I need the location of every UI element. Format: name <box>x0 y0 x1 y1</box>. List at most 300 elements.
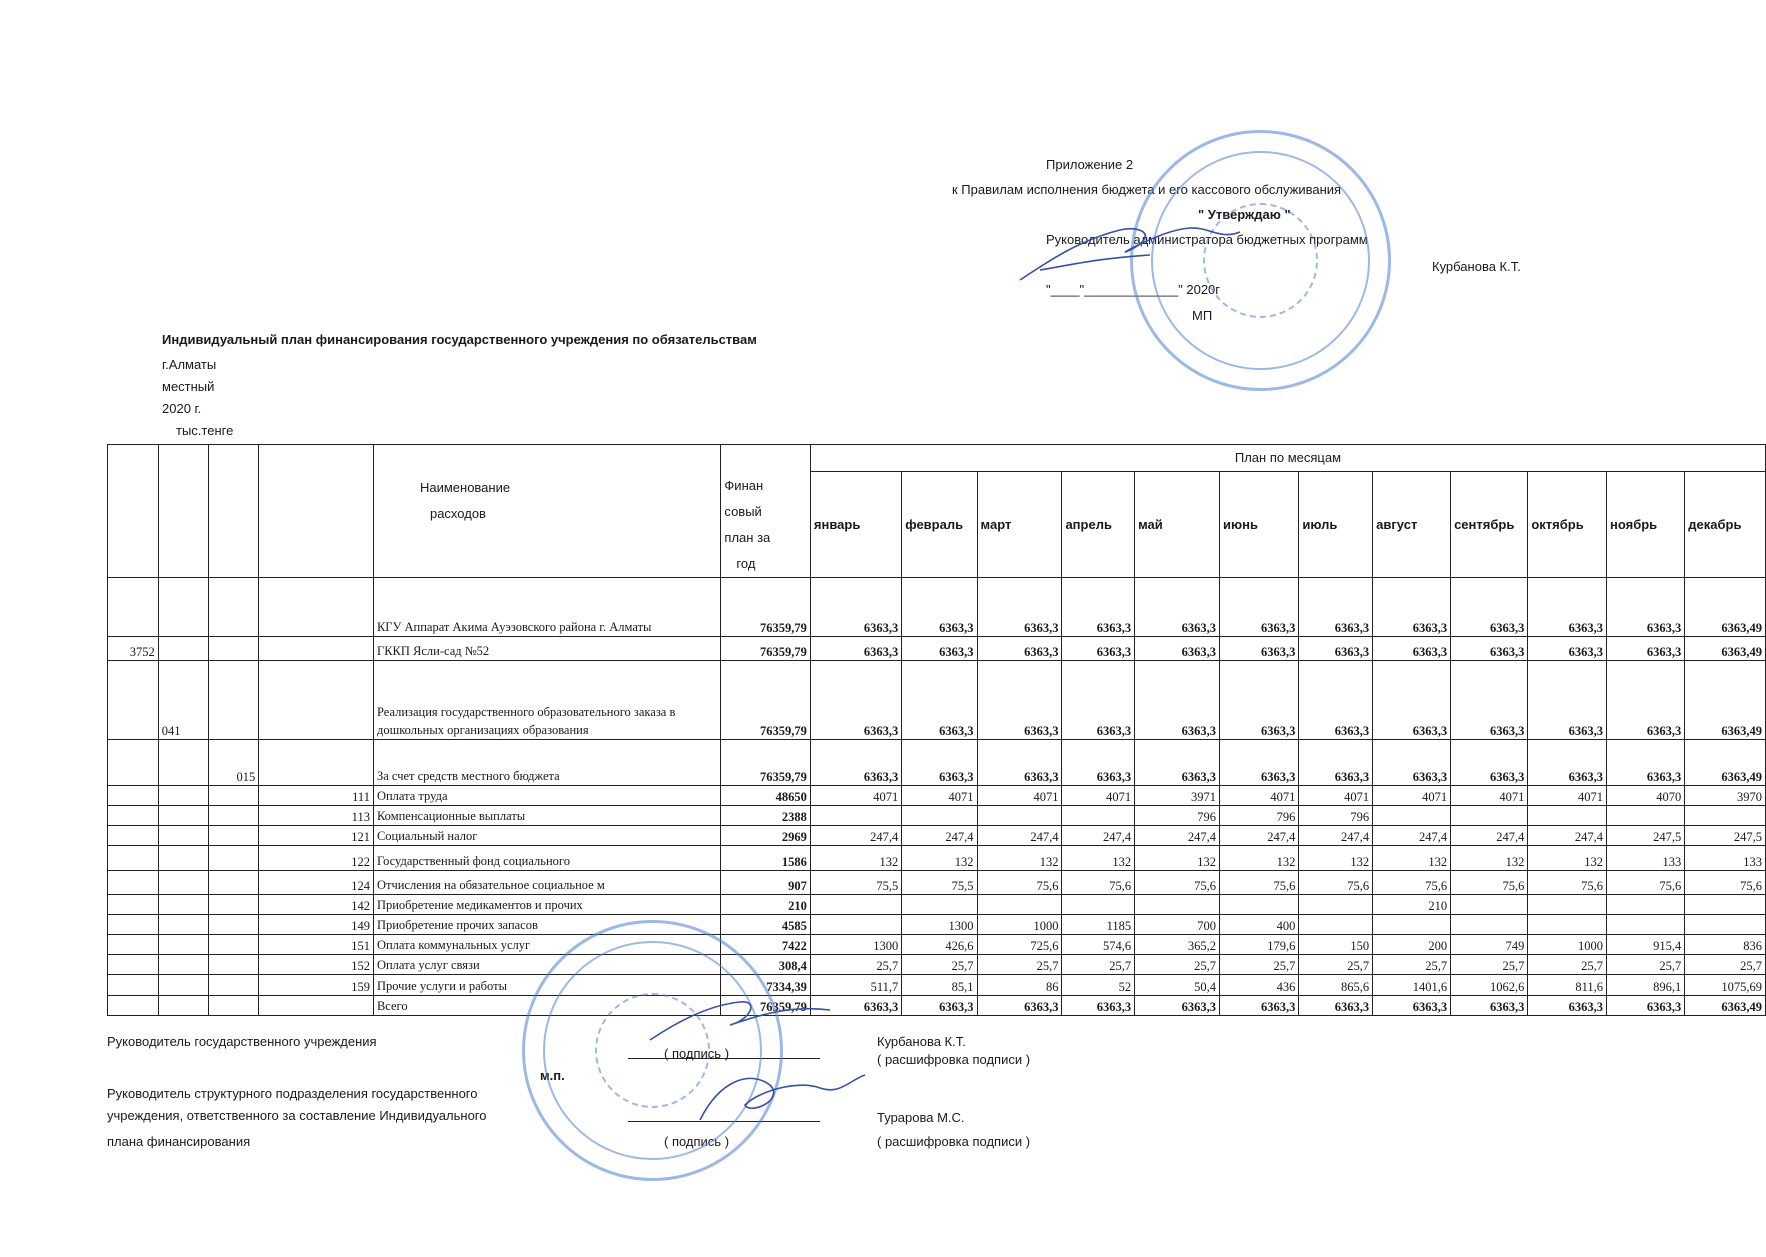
month-value-cell: 3970 <box>1685 786 1766 806</box>
month-value-cell: 6363,3 <box>1607 637 1685 661</box>
expense-name-cell: Оплата коммунальных услуг <box>373 935 720 955</box>
table-row <box>108 786 1766 806</box>
code1-cell <box>108 955 159 975</box>
annual-total-cell: 76359,79 <box>721 740 811 786</box>
code4-cell: 159 <box>259 975 374 996</box>
month-value-cell: 6363,3 <box>810 740 901 786</box>
code2-cell <box>158 846 208 871</box>
annual-total-cell: 2388 <box>721 806 811 826</box>
month-value-cell: 25,7 <box>1607 955 1685 975</box>
month-value-cell <box>1220 895 1299 915</box>
code1-cell <box>108 806 159 826</box>
month-value-cell <box>1685 895 1766 915</box>
code3-cell <box>208 846 258 871</box>
month-value-cell: 574,6 <box>1062 935 1135 955</box>
header-expense-name: Наименование расходов <box>373 445 720 578</box>
month-header-1: февраль <box>902 471 977 577</box>
month-value-cell: 6363,3 <box>810 578 901 637</box>
month-value-cell: 247,5 <box>1607 826 1685 846</box>
code3-cell <box>208 826 258 846</box>
month-value-cell: 6363,3 <box>1135 578 1220 637</box>
month-value-cell: 25,7 <box>810 955 901 975</box>
footer-head-decode: ( расшифровка подписи ) <box>877 1052 1031 1067</box>
month-value-cell: 6363,3 <box>902 740 977 786</box>
month-header-9: октябрь <box>1528 471 1607 577</box>
annual-total-cell: 76359,79 <box>721 996 811 1016</box>
month-value-cell: 247,4 <box>1451 826 1528 846</box>
code1-cell <box>108 895 159 915</box>
month-value-cell: 132 <box>1451 846 1528 871</box>
table-row <box>108 915 1766 935</box>
month-value-cell: 1075,69 <box>1685 975 1766 996</box>
month-value-cell: 247,4 <box>1135 826 1220 846</box>
month-header-11: декабрь <box>1685 471 1766 577</box>
annual-total-cell: 2969 <box>721 826 811 846</box>
expense-name-cell: Государственный фонд социального <box>373 846 720 871</box>
table-row <box>108 578 1766 637</box>
month-value-cell: 6363,3 <box>1607 661 1685 740</box>
code1-cell <box>108 975 159 996</box>
expense-name-cell: Компенсационные выплаты <box>373 806 720 826</box>
footer-head-name: Курбанова К.Т. <box>877 1034 966 1049</box>
code2-cell <box>158 806 208 826</box>
month-header-5: июнь <box>1220 471 1299 577</box>
month-value-cell: 436 <box>1220 975 1299 996</box>
code4-cell <box>259 661 374 740</box>
month-value-cell: 75,6 <box>977 871 1062 895</box>
month-value-cell: 6363,3 <box>1299 661 1373 740</box>
month-value-cell: 6363,49 <box>1685 661 1766 740</box>
signature-hint-1: ( подпись ) <box>664 1046 730 1061</box>
month-header-10: ноябрь <box>1607 471 1685 577</box>
month-value-cell: 700 <box>1135 915 1220 935</box>
month-value-cell: 6363,3 <box>1607 740 1685 786</box>
month-value-cell: 4071 <box>810 786 901 806</box>
code2-cell <box>158 895 208 915</box>
month-value-cell: 865,6 <box>1299 975 1373 996</box>
month-value-cell: 4071 <box>1528 786 1607 806</box>
month-value-cell: 6363,3 <box>1373 661 1451 740</box>
code2-cell <box>158 935 208 955</box>
table-row <box>108 996 1766 1016</box>
footer-struct-line3: плана финансирования <box>107 1134 251 1149</box>
code4-cell: 151 <box>259 935 374 955</box>
month-value-cell: 6363,3 <box>1135 637 1220 661</box>
footer-stamp-place: м.п. <box>540 1068 565 1083</box>
code1-cell <box>108 871 159 895</box>
month-value-cell: 6363,3 <box>1299 740 1373 786</box>
month-header-6: июль <box>1299 471 1373 577</box>
month-value-cell: 6363,49 <box>1685 637 1766 661</box>
month-value-cell: 6363,3 <box>1299 637 1373 661</box>
footer-struct-decode: ( расшифровка подписи ) <box>877 1134 1031 1149</box>
header-annual-plan: Финан совый план за год <box>721 445 811 578</box>
footer-head-label: Руководитель государственного учреждения <box>107 1034 377 1049</box>
month-value-cell: 6363,3 <box>902 578 977 637</box>
month-value-cell: 4071 <box>977 786 1062 806</box>
code3-cell <box>208 996 258 1016</box>
expense-name-cell: Оплата труда <box>373 786 720 806</box>
month-value-cell: 749 <box>1451 935 1528 955</box>
month-value-cell: 50,4 <box>1135 975 1220 996</box>
table-row <box>108 895 1766 915</box>
month-value-cell: 25,7 <box>1528 955 1607 975</box>
month-value-cell: 75,6 <box>1451 871 1528 895</box>
month-value-cell: 6363,49 <box>1685 996 1766 1016</box>
stamp-place-label: МП <box>1192 308 1213 323</box>
code1-cell <box>108 826 159 846</box>
units-label: тыс.тенге <box>176 423 234 438</box>
table-row <box>108 661 1766 740</box>
month-value-cell: 75,6 <box>1685 871 1766 895</box>
month-value-cell <box>1062 895 1135 915</box>
expense-name-cell: Оплата услуг связи <box>373 955 720 975</box>
month-value-cell: 6363,3 <box>977 637 1062 661</box>
month-value-cell: 247,4 <box>810 826 901 846</box>
month-value-cell <box>810 895 901 915</box>
month-value-cell: 75,6 <box>1607 871 1685 895</box>
month-value-cell: 4071 <box>902 786 977 806</box>
month-value-cell: 6363,3 <box>1062 661 1135 740</box>
month-value-cell: 6363,3 <box>1220 661 1299 740</box>
month-value-cell: 6363,3 <box>902 637 977 661</box>
expense-name-cell: КГУ Аппарат Акима Ауэзовского района г. Алматы <box>373 578 720 637</box>
month-value-cell: 6363,3 <box>1528 637 1607 661</box>
head-signature-top <box>1010 210 1250 290</box>
month-value-cell: 1185 <box>1062 915 1135 935</box>
month-value-cell <box>902 806 977 826</box>
month-value-cell: 511,7 <box>810 975 901 996</box>
month-value-cell: 6363,49 <box>1685 578 1766 637</box>
code4-cell: 142 <box>259 895 374 915</box>
code1-cell <box>108 786 159 806</box>
month-value-cell <box>1451 806 1528 826</box>
code4-cell: 121 <box>259 826 374 846</box>
month-value-cell <box>1062 806 1135 826</box>
month-value-cell: 25,7 <box>1220 955 1299 975</box>
code1-cell: 3752 <box>108 637 159 661</box>
expense-name-cell: Приобретение медикаментов и прочих <box>373 895 720 915</box>
month-value-cell: 247,4 <box>1373 826 1451 846</box>
month-value-cell: 6363,3 <box>1062 578 1135 637</box>
table-row <box>108 871 1766 895</box>
code1-cell <box>108 996 159 1016</box>
footer-struct-line1: Руководитель структурного подразделения государственного <box>107 1086 478 1101</box>
annual-total-cell: 48650 <box>721 786 811 806</box>
month-value-cell: 6363,3 <box>1373 578 1451 637</box>
month-value-cell: 132 <box>1299 846 1373 871</box>
table-row <box>108 935 1766 955</box>
month-value-cell: 6363,3 <box>1220 996 1299 1016</box>
month-value-cell: 6363,3 <box>1135 661 1220 740</box>
month-value-cell: 85,1 <box>902 975 977 996</box>
month-value-cell: 1000 <box>977 915 1062 935</box>
code4-cell <box>259 996 374 1016</box>
month-value-cell: 6363,3 <box>977 578 1062 637</box>
month-value-cell: 6363,3 <box>1220 740 1299 786</box>
header-cell-code2 <box>158 445 208 578</box>
month-value-cell: 132 <box>902 846 977 871</box>
year-label: 2020 г. <box>162 401 202 416</box>
program-admin-head-name: Курбанова К.Т. <box>1432 259 1521 274</box>
month-value-cell: 25,7 <box>1451 955 1528 975</box>
month-value-cell: 25,7 <box>1685 955 1766 975</box>
month-value-cell: 75,6 <box>1135 871 1220 895</box>
city-label: г.Алматы <box>162 357 217 372</box>
month-value-cell: 247,5 <box>1685 826 1766 846</box>
code2-cell <box>158 578 208 637</box>
code3-cell <box>208 786 258 806</box>
code1-cell <box>108 846 159 871</box>
month-value-cell: 1401,6 <box>1373 975 1451 996</box>
code3-cell <box>208 578 258 637</box>
code3-cell <box>208 895 258 915</box>
month-value-cell <box>1607 806 1685 826</box>
footer-struct-name: Турарова М.С. <box>877 1110 965 1125</box>
month-value-cell: 75,5 <box>902 871 977 895</box>
annual-total-cell: 76359,79 <box>721 661 811 740</box>
month-header-3: апрель <box>1062 471 1135 577</box>
code1-cell <box>108 578 159 637</box>
code4-cell: 122 <box>259 846 374 871</box>
month-value-cell: 1062,6 <box>1451 975 1528 996</box>
month-value-cell: 133 <box>1685 846 1766 871</box>
month-value-cell <box>902 895 977 915</box>
table-row <box>108 806 1766 826</box>
month-value-cell: 426,6 <box>902 935 977 955</box>
month-value-cell: 400 <box>1220 915 1299 935</box>
month-value-cell: 75,6 <box>1528 871 1607 895</box>
month-value-cell: 25,7 <box>977 955 1062 975</box>
rules-reference: к Правилам исполнения бюджета и его кассового обслуживания <box>952 182 1342 197</box>
month-value-cell <box>1607 895 1685 915</box>
month-value-cell <box>1135 895 1220 915</box>
table-body <box>108 578 1766 1016</box>
month-value-cell: 6363,3 <box>1451 740 1528 786</box>
month-value-cell: 75,6 <box>1299 871 1373 895</box>
code2-cell <box>158 975 208 996</box>
financing-plan-table <box>107 444 1766 1016</box>
annual-total-cell: 907 <box>721 871 811 895</box>
footer-struct-line2: учреждения, ответственного за составление Индивидуального <box>107 1108 487 1123</box>
month-value-cell <box>1528 806 1607 826</box>
code2-cell <box>158 826 208 846</box>
month-value-cell: 365,2 <box>1135 935 1220 955</box>
expense-name-cell: Прочие услуги и работы <box>373 975 720 996</box>
month-value-cell: 796 <box>1135 806 1220 826</box>
month-value-cell: 6363,3 <box>1528 740 1607 786</box>
table-row <box>108 955 1766 975</box>
signature-hint-2: ( подпись ) <box>664 1134 730 1149</box>
month-value-cell: 247,4 <box>1220 826 1299 846</box>
table-row <box>108 846 1766 871</box>
code3-cell <box>208 637 258 661</box>
month-value-cell: 6363,3 <box>1373 740 1451 786</box>
code2-cell <box>158 740 208 786</box>
code3-cell <box>208 955 258 975</box>
month-value-cell: 132 <box>1528 846 1607 871</box>
struct-signature <box>690 1060 870 1140</box>
month-value-cell: 86 <box>977 975 1062 996</box>
month-value-cell: 52 <box>1062 975 1135 996</box>
annual-total-cell: 1586 <box>721 846 811 871</box>
month-value-cell <box>1299 895 1373 915</box>
month-value-cell: 6363,3 <box>902 996 977 1016</box>
month-value-cell: 6363,3 <box>1299 578 1373 637</box>
month-value-cell: 6363,3 <box>1220 578 1299 637</box>
table-row <box>108 740 1766 786</box>
month-value-cell: 725,6 <box>977 935 1062 955</box>
month-value-cell: 6363,3 <box>1299 996 1373 1016</box>
month-value-cell: 836 <box>1685 935 1766 955</box>
program-admin-head-title: Руководитель администратора бюджетных программ <box>1046 232 1368 247</box>
approval-date-line: "____"_____________" 2020г <box>1046 282 1221 297</box>
month-value-cell <box>977 895 1062 915</box>
month-header-8: сентябрь <box>1451 471 1528 577</box>
month-value-cell: 915,4 <box>1607 935 1685 955</box>
month-value-cell: 247,4 <box>1062 826 1135 846</box>
month-value-cell: 796 <box>1220 806 1299 826</box>
annual-total-cell: 7334,39 <box>721 975 811 996</box>
month-value-cell: 6363,3 <box>810 637 901 661</box>
month-value-cell: 6363,3 <box>1451 996 1528 1016</box>
annual-total-cell: 7422 <box>721 935 811 955</box>
month-value-cell <box>1685 915 1766 935</box>
expense-name-cell: За счет средств местного бюджета <box>373 740 720 786</box>
month-value-cell <box>1528 915 1607 935</box>
month-value-cell: 6363,3 <box>1062 740 1135 786</box>
month-value-cell: 6363,3 <box>977 740 1062 786</box>
month-value-cell: 247,4 <box>1528 826 1607 846</box>
month-value-cell: 6363,3 <box>1373 637 1451 661</box>
month-value-cell <box>1451 915 1528 935</box>
month-value-cell <box>810 915 901 935</box>
code4-cell <box>259 637 374 661</box>
expense-name-cell: Реализация государственного образовательного заказа в дошкольных организациях образования <box>373 661 720 740</box>
month-value-cell: 247,4 <box>1299 826 1373 846</box>
code4-cell: 111 <box>259 786 374 806</box>
month-value-cell: 25,7 <box>1062 955 1135 975</box>
expense-name-cell: ГККП Ясли-сад №52 <box>373 637 720 661</box>
month-value-cell: 133 <box>1607 846 1685 871</box>
code1-cell <box>108 661 159 740</box>
month-value-cell: 6363,3 <box>1451 578 1528 637</box>
month-value-cell: 247,4 <box>977 826 1062 846</box>
code3-cell <box>208 871 258 895</box>
month-value-cell: 179,6 <box>1220 935 1299 955</box>
month-header-4: май <box>1135 471 1220 577</box>
month-value-cell: 25,7 <box>902 955 977 975</box>
month-value-cell: 896,1 <box>1607 975 1685 996</box>
month-value-cell: 132 <box>810 846 901 871</box>
month-value-cell <box>1528 895 1607 915</box>
month-value-cell: 25,7 <box>1299 955 1373 975</box>
month-value-cell: 6363,3 <box>977 661 1062 740</box>
month-value-cell: 132 <box>977 846 1062 871</box>
table-row <box>108 826 1766 846</box>
code2-cell <box>158 871 208 895</box>
month-header-7: август <box>1373 471 1451 577</box>
month-value-cell: 6363,3 <box>1528 996 1607 1016</box>
month-value-cell: 1300 <box>810 935 901 955</box>
table-header-row <box>108 445 1766 472</box>
month-value-cell: 6363,3 <box>1607 578 1685 637</box>
month-value-cell <box>1607 915 1685 935</box>
annual-total-cell: 76359,79 <box>721 578 811 637</box>
month-value-cell: 4071 <box>1373 786 1451 806</box>
month-value-cell: 6363,3 <box>1062 996 1135 1016</box>
code4-cell <box>259 740 374 786</box>
header-months-plan: План по месяцам <box>810 445 1765 472</box>
month-value-cell: 6363,3 <box>1135 740 1220 786</box>
month-value-cell: 200 <box>1373 935 1451 955</box>
code2-cell <box>158 637 208 661</box>
code4-cell <box>259 578 374 637</box>
code4-cell: 152 <box>259 955 374 975</box>
head-signature-bottom <box>640 990 840 1060</box>
month-header-0: январь <box>810 471 901 577</box>
header-cell-code4 <box>259 445 374 578</box>
month-value-cell: 6363,3 <box>1451 661 1528 740</box>
table-row <box>108 975 1766 996</box>
month-value-cell: 6363,3 <box>1373 996 1451 1016</box>
month-value-cell: 6363,3 <box>902 661 977 740</box>
table-row <box>108 637 1766 661</box>
month-value-cell: 6363,3 <box>1451 637 1528 661</box>
month-value-cell: 796 <box>1299 806 1373 826</box>
month-value-cell: 247,4 <box>902 826 977 846</box>
month-value-cell: 132 <box>1135 846 1220 871</box>
month-value-cell: 210 <box>1373 895 1451 915</box>
month-value-cell: 4071 <box>1299 786 1373 806</box>
month-value-cell: 6363,3 <box>1528 578 1607 637</box>
month-value-cell: 4071 <box>1062 786 1135 806</box>
month-value-cell: 132 <box>1220 846 1299 871</box>
month-value-cell: 6363,3 <box>1062 637 1135 661</box>
code3-cell <box>208 935 258 955</box>
header-cell-code1 <box>108 445 159 578</box>
annual-total-cell: 210 <box>721 895 811 915</box>
month-value-cell: 4071 <box>1220 786 1299 806</box>
code2-cell <box>158 786 208 806</box>
expense-name-cell: Отчисления на обязательное социальное м <box>373 871 720 895</box>
code2-cell <box>158 996 208 1016</box>
month-value-cell: 25,7 <box>1373 955 1451 975</box>
code1-cell <box>108 915 159 935</box>
month-value-cell <box>1685 806 1766 826</box>
expense-name-cell: Социальный налог <box>373 826 720 846</box>
month-value-cell <box>1451 895 1528 915</box>
code1-cell <box>108 935 159 955</box>
code3-cell <box>208 806 258 826</box>
month-value-cell: 75,5 <box>810 871 901 895</box>
month-value-cell: 1300 <box>902 915 977 935</box>
code2-cell <box>158 955 208 975</box>
expense-name-cell: Приобретение прочих запасов <box>373 915 720 935</box>
document-title: Индивидуальный план финансирования государственного учреждения по обязательствам <box>162 332 757 347</box>
month-value-cell: 1000 <box>1528 935 1607 955</box>
month-value-cell: 6363,49 <box>1685 740 1766 786</box>
month-value-cell <box>810 806 901 826</box>
code4-cell: 124 <box>259 871 374 895</box>
month-value-cell: 4070 <box>1607 786 1685 806</box>
month-value-cell: 811,6 <box>1528 975 1607 996</box>
month-value-cell: 6363,3 <box>810 996 901 1016</box>
month-value-cell: 3971 <box>1135 786 1220 806</box>
appendix-label: Приложение 2 <box>1046 157 1134 172</box>
month-value-cell <box>977 806 1062 826</box>
month-value-cell <box>1373 806 1451 826</box>
